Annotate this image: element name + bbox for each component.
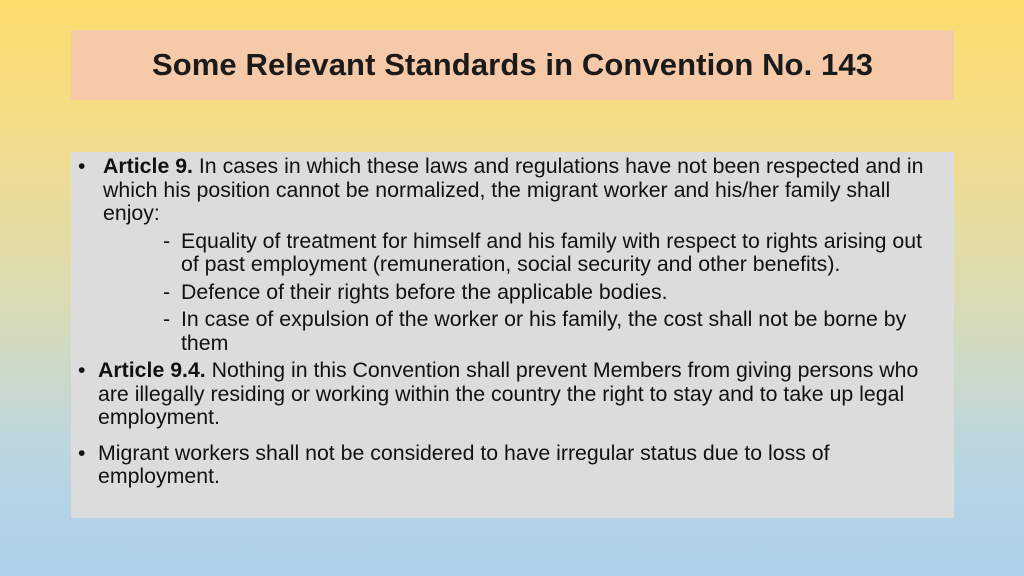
bullet-article-9 [77,155,944,355]
bullet-lead: Article 9.4. [98,358,206,382]
bullet-marker: • [78,358,86,382]
dash-marker: - [163,279,171,304]
dash-marker: - [163,307,171,331]
slide-title: Some Relevant Standards in Convention No. 143 [151,47,874,82]
bullet-marker: • [78,154,86,178]
dash-marker: - [163,228,171,253]
sub-item [103,308,944,355]
bullet-text: Migrant workers shall not be considered to have irregular status due to loss of employment. [98,440,830,488]
bullet-text: Nothing in this Convention shall prevent Members from giving persons who are illegally residing or working within the country the right to stay and to take up legal employment. [98,358,919,429]
sub-list [103,230,944,356]
sub-item-text: Defence of their rights before the applicable bodies. [181,279,668,304]
sub-item-text: In case of expulsion of the worker or his family, the cost shall not be borne by them [181,307,907,355]
bullet-text: In cases in which these laws and regulations have not been respected and in which his position cannot be normalized, the migrant worker and his/her family shall enjoy: [103,154,924,225]
bullet-article-9-4 [77,359,944,430]
bullet-marker: • [78,440,86,465]
bullet-irregular-status [77,442,944,489]
sub-item [103,281,944,305]
slide-content-box [71,152,954,518]
bullet-lead: Article 9. [103,154,193,178]
sub-item [103,230,944,277]
sub-item-text: Equality of treatment for himself and his family with respect to rights arising out of past employment (remuneration, social security and other benefits). [181,228,922,276]
slide-title-box [71,30,954,100]
